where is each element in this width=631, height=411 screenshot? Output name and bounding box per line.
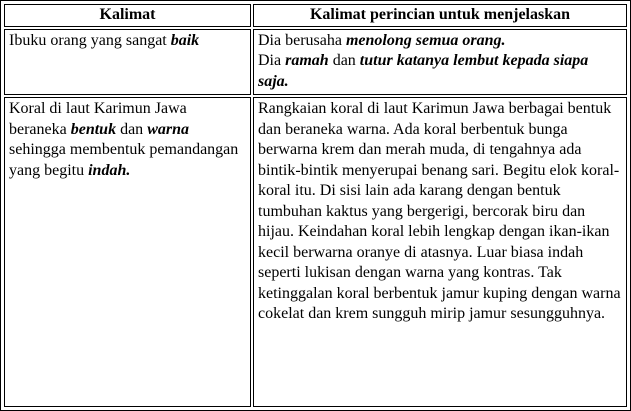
row1-detail-line2-keyword-b: tutur katanya lembut kepada siapa saja.	[258, 52, 589, 90]
row2-sentence-keyword-a: bentuk	[70, 120, 117, 138]
row1-detail-line2-text-b: dan	[328, 52, 360, 69]
row2-sentence-keyword-c: indah.	[88, 161, 131, 179]
row2-detail-text: Rangkaian koral di laut Karimun Jawa berbagai bentuk dan beraneka warna. Ada koral berbentuk bunga berwarna krem dan merah muda, di tengahnya ada bintik-bintik menyerupai benang sari. Begitu elok koral-koral itu. Di sisi lain ada karang dengan bentuk tumbuhan kaktus yang bergerigi, bercorak biru dan hijau. Keindahan koral lebih lengkap dengan ikan-ikan kecil berwarna oranye di atasnya. Luar biasa indah seperti lukisan dengan warna yang kontras. Tak ketinggalan koral berbentuk jamur kuping dengan warna cokelat dan krem sungguh mirip jamur sesungguhnya.	[258, 100, 621, 322]
table-header-row	[4, 4, 627, 27]
row1-detail-line2-keyword-a: ramah	[285, 52, 329, 69]
row1-detail-line1	[258, 31, 622, 52]
row1-sentence-text: Ibuku orang yang sangat	[9, 31, 171, 49]
table-row	[4, 29, 627, 96]
row1-sentence-cell	[4, 29, 251, 96]
comparison-table	[2, 2, 629, 409]
header-kalimat: Kalimat	[4, 4, 251, 27]
row1-detail-line1-text: Dia berusaha	[258, 31, 346, 49]
header-kalimat-perincian: Kalimat perincian untuk menjelaskan	[253, 4, 627, 27]
row2-sentence-text-b: dan	[116, 120, 148, 138]
table-row	[4, 97, 627, 407]
row2-sentence-text-a: Koral di laut Karimun Jawa beraneka	[9, 100, 187, 138]
row1-detail-line1-keyword: menolong semua orang.	[345, 31, 506, 49]
row1-detail-cell	[253, 29, 627, 96]
row1-detail-line2-text-a: Dia	[258, 52, 286, 69]
row1-sentence-keyword: baik	[170, 31, 200, 49]
row2-sentence-keyword-b: warna	[147, 120, 189, 138]
row2-sentence-cell	[4, 97, 251, 407]
row2-detail-cell	[253, 97, 627, 407]
row2-sentence-text-c: sehingga membentuk pemandangan yang begitu	[9, 141, 239, 179]
row1-detail-line2	[258, 51, 622, 92]
